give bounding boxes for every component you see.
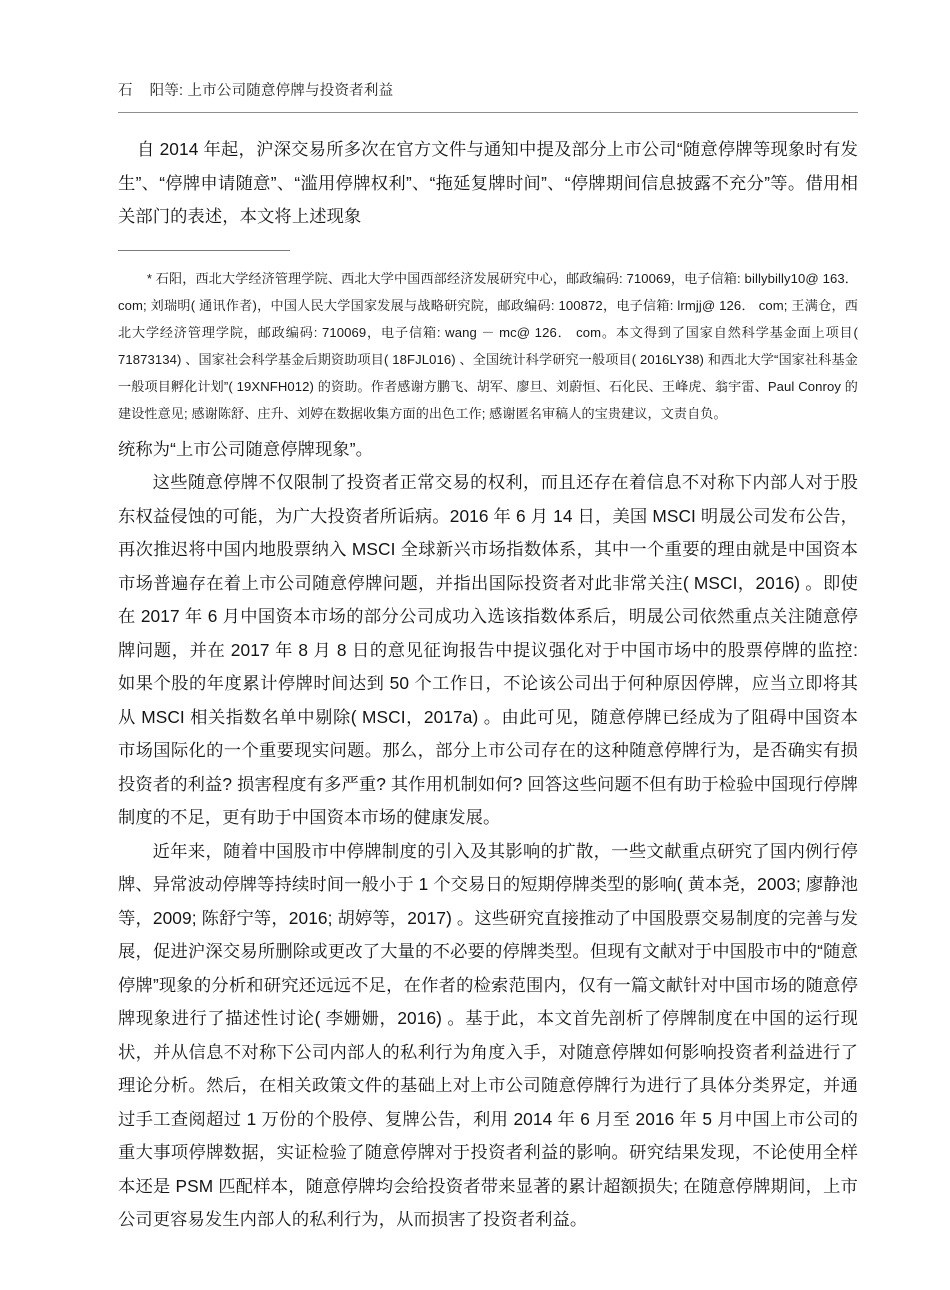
- body-paragraph-3: 这些随意停牌不仅限制了投资者正常交易的权利，而且还存在着信息不对称下内部人对于股东权益侵蚀的可能，为广大投资者所诟病。2016 年 6 月 14 日，美国 MSCI 明晟公司发布公告，再次推迟将中国内地股票纳入 MSCI 全球新兴市场指数体系，其中一个重要的理由就是中国资本市场普遍存在着上市公司随意停牌问题，并指出国际投资者对此非常关注( MSCI，2016) 。即使在 2017 年 6 月中国资本市场的部分公司成功入选该指数体系后，明晟公司依然重点关注随意停牌问题，并在 2017 年 8 月 8 日的意见征询报告中提议强化对于中国市场中的股票停牌的监控: 如果个股的年度累计停牌时间达到 50 个工作日，不论该公司出于何种原因停牌，应当立即将其从 MSCI 相关指数名单中剔除( MSCI，2017a) 。由此可见，随意停牌已经成为了阻碍中国资本市场国际化的一个重要现实问题。那么，部分上市公司存在的这种随意停牌行为，是否确实有损投资者的利益? 损害程度有多严重? 其作用机制如何? 回答这些问题不但有助于检验中国现行停牌制度的不足，更有助于中国资本市场的健康发展。: [118, 472, 858, 827]
- body-paragraph-2: 统称为“上市公司随意停牌现象”。: [118, 438, 374, 459]
- footnote-separator-rule: [118, 250, 290, 251]
- page-content: [118, 80, 858, 1237]
- running-head: 石 阳等: 上市公司随意停牌与投资者利益: [118, 83, 394, 99]
- footnote-text: * 石阳，西北大学经济管理学院、西北大学中国西部经济发展研究中心，邮政编码: 710069，电子信箱: billybilly10@ 163． com; 刘瑞明( 通讯作者)，中国人民大学国家发展与战略研究院，邮政编码: 100872，电子信箱: lrmjj@ 126． com; 王满仓，西北大学经济管理学院，邮政编码: 710069，电子信箱: wang － mc@ 126． com。本文得到了国家自然科学基金面上项目( 71873134) 、国家社会科学基金后期资助项目( 18FJL016) 、全国统计科学研究一般项目( 2016LY38) 和西北大学“国家社科基金一般项目孵化计划”( 19XNFH012) 的资助。作者感谢方鹏飞、胡军、廖旦、刘蔚恒、石化民、王峰虎、翁宇雷、Paul Conroy 的建设性意见; 感谢陈舒、庄升、刘婷在数据收集方面的出色工作; 感谢匿名审稿人的宝贵建议，文责自负。: [118, 270, 858, 421]
- running-head-rule: [118, 112, 858, 113]
- body-paragraph-1: 自 2014 年起，沪深交易所多次在官方文件与通知中提及部分上市公司“随意停牌等现象时有发生”、“停牌申请随意”、“滥用停牌权利”、“拖延复牌时间”、“停牌期间信息披露不充分”等。借用相关部门的表述，本文将上述现象: [118, 139, 858, 226]
- body-paragraph-4: 近年来，随着中国股市中停牌制度的引入及其影响的扩散，一些文献重点研究了国内例行停牌、异常波动停牌等持续时间一般小于 1 个交易日的短期停牌类型的影响( 黄本尧，2003; 廖静池等，2009; 陈舒宁等，2016; 胡婷等，2017) 。这些研究直接推动了中国股票交易制度的完善与发展，促进沪深交易所删除或更改了大量的不必要的停牌类型。但现有文献对于中国股市中的“随意停牌”现象的分析和研究还远远不足，在作者的检索范围内，仅有一篇文献针对中国市场的随意停牌现象进行了描述性讨论( 李姗姗，2016) 。基于此，本文首先剖析了停牌制度在中国的运行现状，并从信息不对称下公司内部人的私利行为角度入手，对随意停牌如何影响投资者利益进行了理论分析。然后，在相关政策文件的基础上对上市公司随意停牌行为进行了具体分类界定，并通过手工查阅超过 1 万份的个股停、复牌公告，利用 2014 年 6 月至 2016 年 5 月中国上市公司的重大事项停牌数据，实证检验了随意停牌对于投资者利益的影响。研究结果发现，不论使用全样本还是 PSM 匹配样本，随意停牌均会给投资者带来显著的累计超额损失; 在随意停牌期间，上市公司更容易发生内部人的私利行为，从而损害了投资者利益。: [118, 840, 858, 1229]
